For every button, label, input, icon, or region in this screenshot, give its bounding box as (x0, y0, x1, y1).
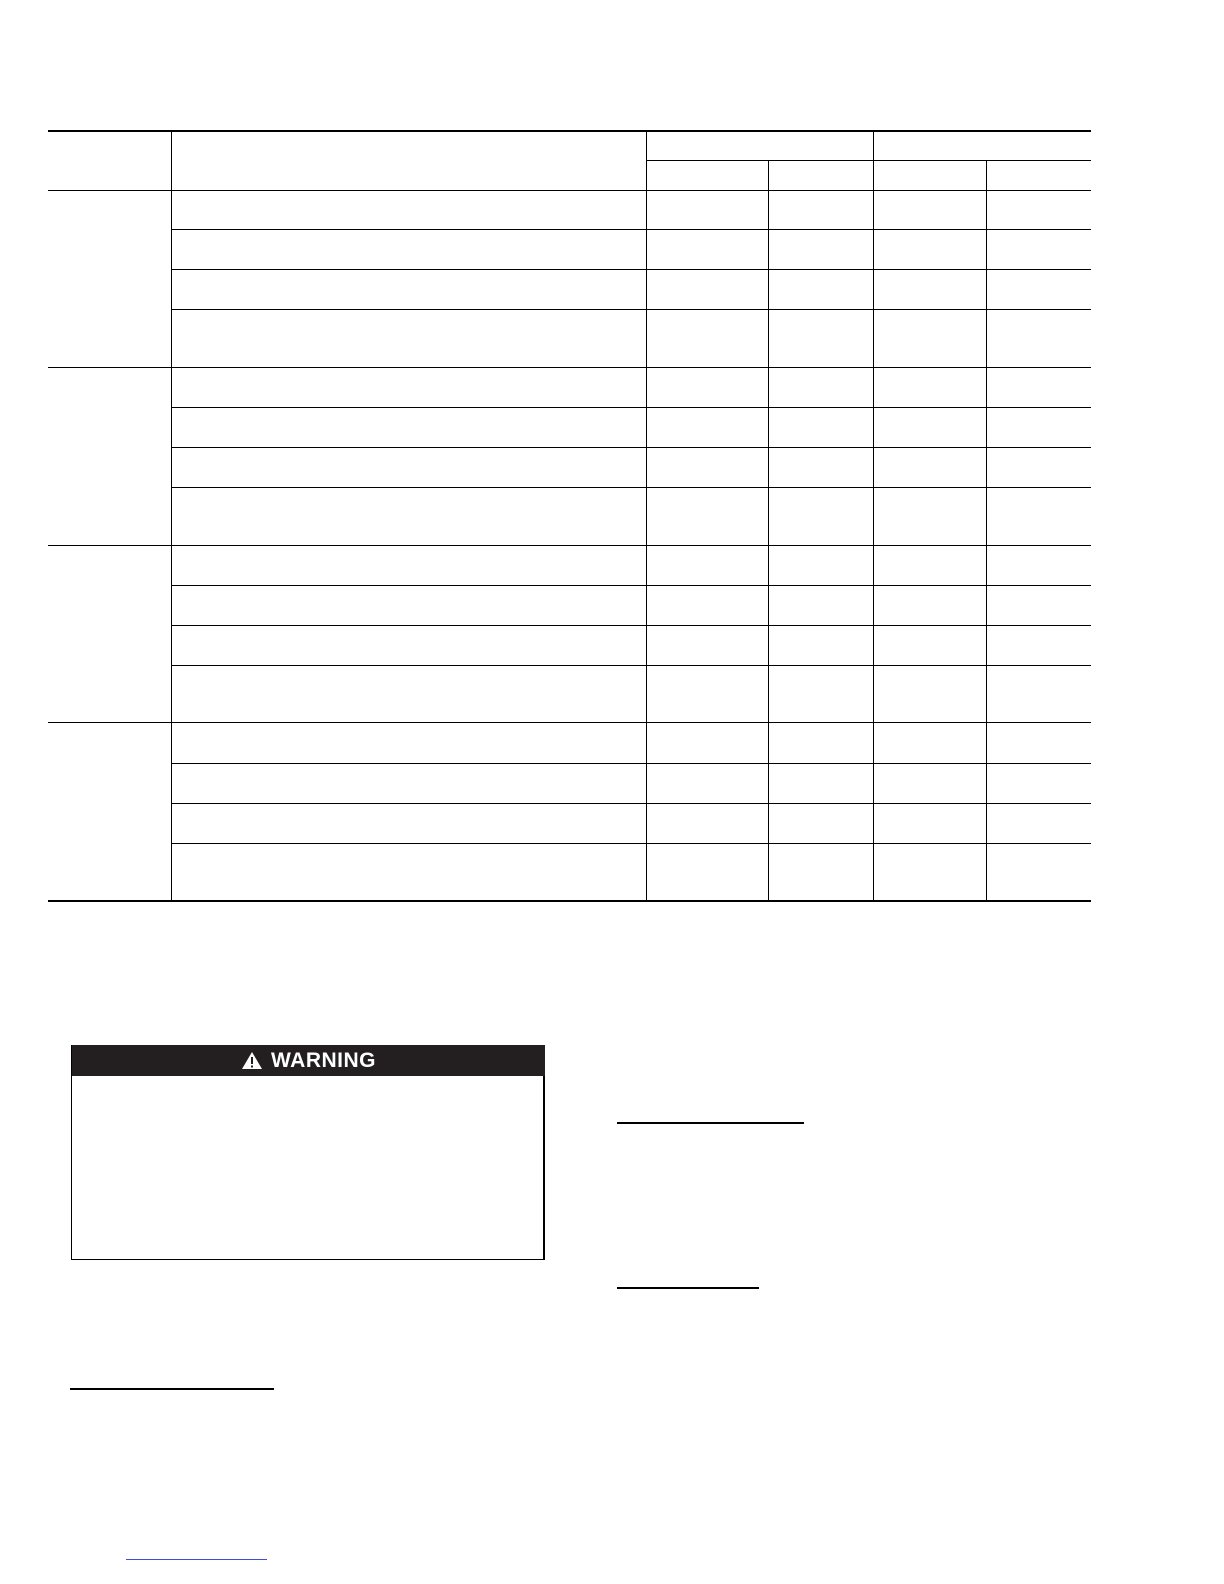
column-group-rule (646, 160, 1091, 161)
warning-box (71, 1045, 545, 1260)
table-row-rule (171, 269, 1091, 270)
table-row-rule (171, 803, 1091, 804)
group-rule (48, 367, 1091, 368)
warning-title: WARNING (271, 1048, 376, 1072)
section-heading-underline (617, 1287, 759, 1289)
section-heading-underline (70, 1388, 274, 1390)
table-row-rule (171, 665, 1091, 666)
table-row-rule (171, 625, 1091, 626)
warning-body (80, 1085, 535, 1251)
group-rule (48, 545, 1091, 546)
warning-header (72, 1045, 545, 1076)
table-bottom-rule (48, 900, 1091, 902)
table-row-rule (171, 763, 1091, 764)
column-rule (986, 160, 987, 902)
column-rule (768, 160, 769, 902)
section-heading-underline (617, 1122, 804, 1124)
header-bottom-rule (48, 190, 1091, 191)
table-row-rule (171, 585, 1091, 586)
warning-triangle-icon (241, 1051, 263, 1070)
table-top-rule (48, 130, 1091, 132)
group-rule (48, 722, 1091, 723)
column-rule (646, 130, 647, 902)
table-row-rule (171, 407, 1091, 408)
column-rule (873, 130, 874, 902)
hyperlink-underline[interactable] (126, 1559, 267, 1560)
table-row-rule (171, 229, 1091, 230)
table-row-rule (171, 309, 1091, 310)
column-rule (171, 130, 172, 902)
table-row-rule (171, 843, 1091, 844)
table-row-rule (171, 487, 1091, 488)
table-row-rule (171, 447, 1091, 448)
